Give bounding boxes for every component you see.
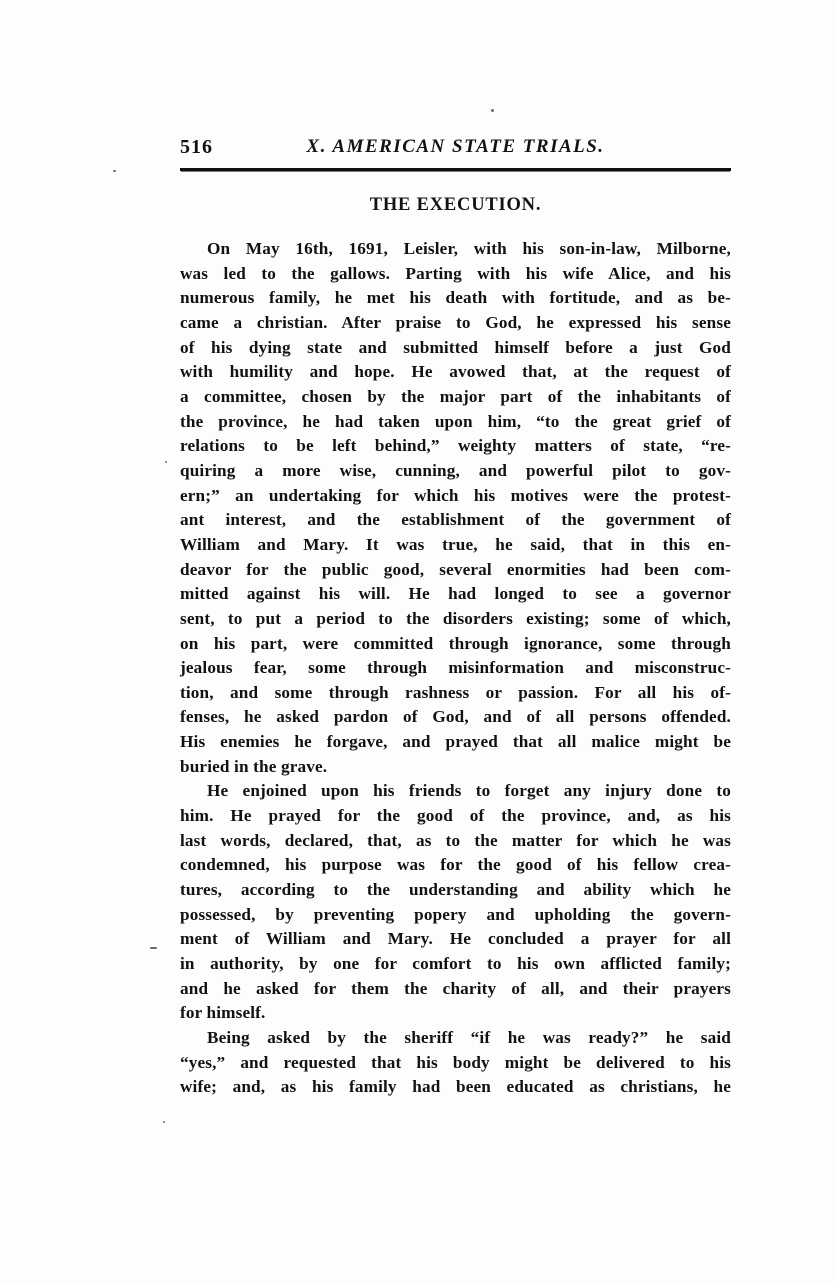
- page-text: [180, 237, 731, 1100]
- text-line: for himself.: [180, 1003, 266, 1023]
- text-line: deavor for the public good, several enormities had been com-: [180, 559, 731, 579]
- text-line: tion, and some through rashness or passion. For all his of-: [180, 682, 731, 702]
- scan-speck: [165, 461, 167, 463]
- text-line: relations to be left behind,” weighty matters of state, “re-: [180, 436, 731, 456]
- running-header: [180, 136, 731, 166]
- text-line: possessed, by preventing popery and upholding the govern-: [180, 904, 731, 924]
- scan-speck: [150, 947, 157, 949]
- text-line: His enemies he forgave, and prayed that all malice might be: [180, 732, 731, 752]
- text-line: buried in the grave.: [180, 756, 328, 776]
- text-column: [180, 136, 731, 1100]
- running-title: X. AMERICAN STATE TRIALS.: [306, 136, 605, 157]
- text-line: was led to the gallows. Parting with his wife Alice, and his: [180, 263, 731, 283]
- text-line: jealous fear, some through misinformation and misconstruc-: [180, 658, 731, 678]
- scan-speck: [491, 109, 494, 112]
- text-line: a committee, chosen by the major part of the inhabitants of: [180, 386, 731, 406]
- text-line: wife; and, as his family had been educated as christians, he: [180, 1077, 731, 1097]
- text-line: On May 16th, 1691, Leisler, with his son-in-law, Milborne,: [207, 239, 731, 258]
- text-line: Being asked by the sheriff “if he was ready?” he said: [207, 1028, 731, 1047]
- text-line: “yes,” and requested that his body might be delivered to his: [180, 1052, 731, 1072]
- text-line: condemned, his purpose was for the good of his fellow crea-: [180, 855, 731, 875]
- text-line: tures, according to the understanding and ability which he: [180, 880, 731, 900]
- text-line: with humility and hope. He avowed that, at the request of: [180, 362, 731, 382]
- scan-speck: [113, 170, 116, 172]
- text-line: in authority, by one for comfort to his own afflicted family;: [180, 954, 731, 974]
- text-line: ant interest, and the establishment of the government of: [180, 510, 731, 530]
- text-line: sent, to put a period to the disorders existing; some of which,: [180, 608, 731, 628]
- page-number: 516: [180, 136, 213, 158]
- text-line: William and Mary. It was true, he said, that in this en-: [180, 534, 731, 554]
- text-line: He enjoined upon his friends to forget any injury done to: [207, 781, 731, 801]
- section-heading: THE EXECUTION.: [369, 195, 542, 215]
- text-line: mitted against his will. He had longed to see a governor: [180, 584, 731, 604]
- text-line: ern;” an undertaking for which his motives were the protest-: [180, 485, 731, 505]
- text-line: fenses, he asked pardon of God, and of all persons offended.: [180, 707, 731, 727]
- text-line: on his part, were committed through ignorance, some through: [180, 633, 731, 653]
- text-line: of his dying state and submitted himself before a just God: [180, 337, 731, 357]
- text-line: him. He prayed for the good of the province, and, as his: [180, 806, 731, 826]
- text-line: and he asked for them the charity of all, and their prayers: [180, 978, 731, 998]
- text-line: ment of William and Mary. He concluded a prayer for all: [180, 929, 731, 949]
- text-line: the province, he had taken upon him, “to the great grief of: [180, 411, 731, 431]
- text-line: came a christian. After praise to God, he expressed his sense: [180, 312, 731, 332]
- text-line: last words, declared, that, as to the matter for which he was: [180, 830, 731, 850]
- text-line: quiring a more wise, cunning, and powerful pilot to gov-: [180, 460, 731, 480]
- header-rule: [180, 168, 731, 171]
- text-line: numerous family, he met his death with fortitude, and as be-: [180, 288, 731, 308]
- scan-speck: [163, 1121, 165, 1123]
